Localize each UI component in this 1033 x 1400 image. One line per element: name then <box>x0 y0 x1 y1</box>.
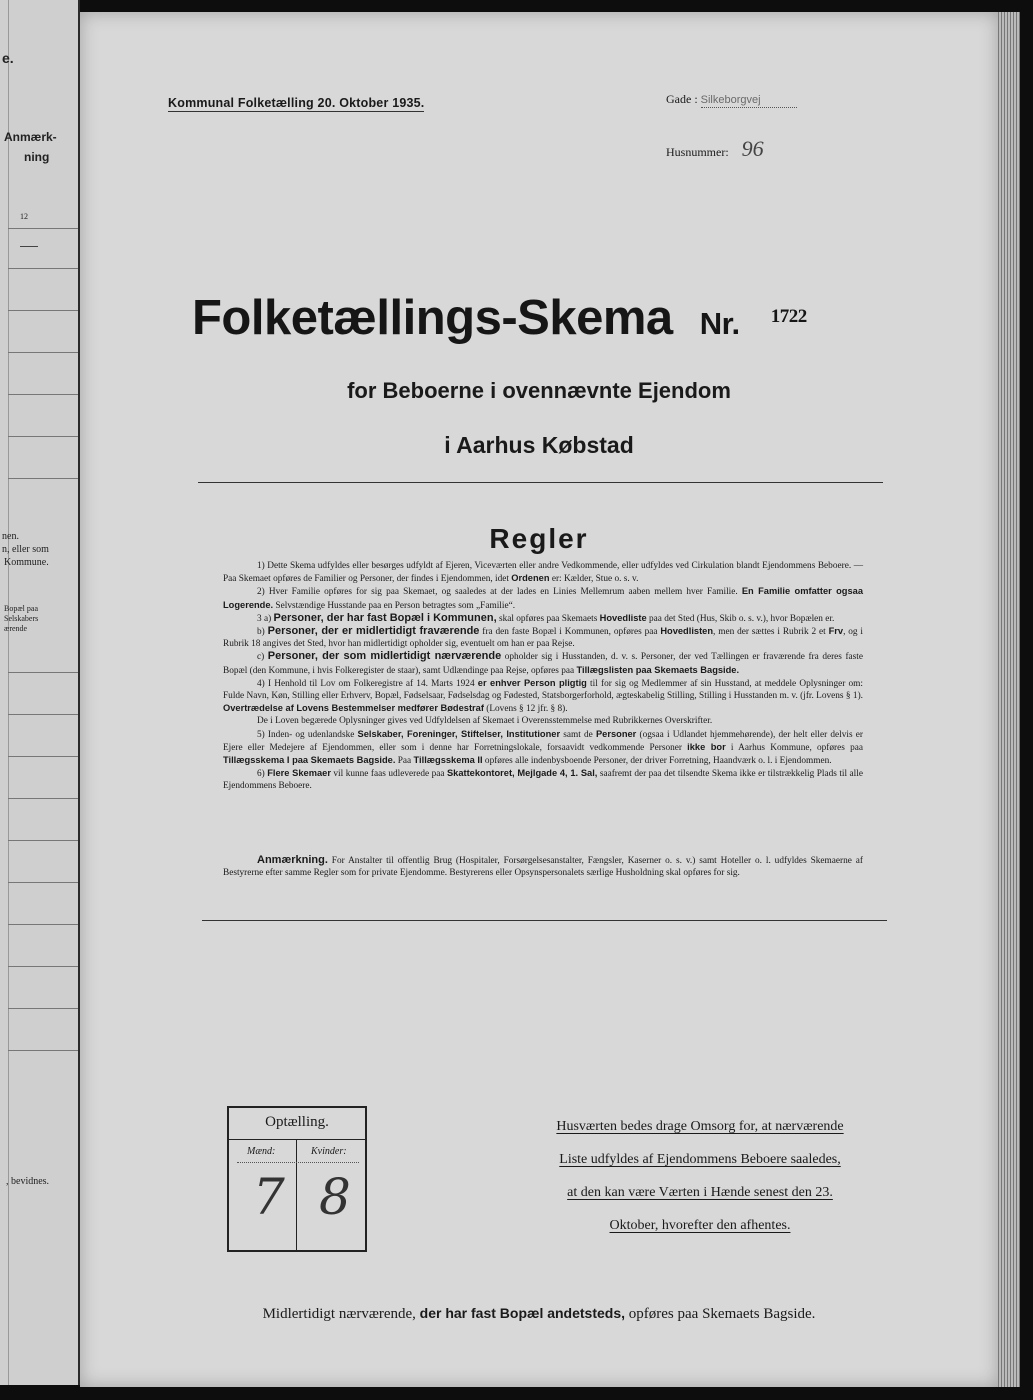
left-rule <box>8 672 78 673</box>
rule-2: 2) Hver Familie opføres for sig paa Skemaet, og saaledes at der lades en Linies Mellemrum aaben mellem hver Familie. En Familie omfatter ogsaa Logerende. Selvstændige Husstande paa en Person betragtes som „Familie“. <box>223 586 863 611</box>
notice-line-2: Liste udfyldes af Ejendommens Beboere saaledes, <box>559 1152 841 1167</box>
form-nr-label: Nr. <box>699 306 740 341</box>
left-rule <box>8 394 78 395</box>
rule-5: 5) Inden- og udenlandske Selskaber, Foreninger, Stiftelser, Institutioner samt de Personer (ogsaa i Udlandet hjemmehørende), der helt eller delvis er Ejere eller Medejere af Ejendommen, eller som i denne har Forretningslokale, forsaavidt vedkommende Personer ikke bor i Aarhus Kommune, opføres paa Tillægsskema I paa Skemaets Bagside. Paa Tillægsskema II opføres alle indenbysboende Personer, der driver Forretning, Haandværk o. l. i Ejendommen. <box>223 728 863 767</box>
left-frag-7: , bevidnes. <box>6 1176 50 1187</box>
left-rule <box>8 756 78 757</box>
women-count: 8 <box>319 1168 351 1226</box>
rules-heading: Regler <box>489 523 589 554</box>
count-box <box>227 1106 367 1252</box>
left-rule <box>8 228 78 229</box>
left-rule <box>8 310 78 311</box>
left-rule <box>8 882 78 883</box>
remark-section <box>223 854 863 879</box>
left-heading-2: ning <box>24 150 50 164</box>
rule-1: 1) Dette Skema udfyldes eller besørges udfyldt af Ejeren, Viceværten eller andre Vedkommende, eller udfyldes ved Cirkulation blandt Ejendommens Beboere. — Paa Skemaet opføres de Familier og Personer, der findes i Ejendommen, idet Ordenen er: Kælder, Stue o. s. v. <box>223 561 863 585</box>
street-field <box>666 92 797 108</box>
women-label: Kvinder: <box>311 1146 347 1157</box>
form-number: 1722 <box>770 306 807 327</box>
left-rule <box>8 714 78 715</box>
left-rule <box>8 1008 78 1009</box>
left-frag-6: ærende <box>4 624 28 633</box>
left-frag-4: Bopæl paa <box>4 604 38 613</box>
house-number-field <box>666 136 764 162</box>
rule-4: 4) I Henhold til Lov om Folkeregistre af 14. Marts 1924 er enhver Person pligtig til for sig og Medlemmer af sin Husstand, at meddele Oplysninger om: Fulde Navn, Køn, Stilling eller Erhverv, Bopæl, Fødselsaar, Fødselsdag og Fødested, Statsborgerforhold, ægteskabelig Stilling, Stilling i Husstanden m. v. (jfr. Lovens § 1). Overtrædelse af Lovens Bestemmelser medfører Bødestraf (Lovens § 12 jfr. § 8). <box>223 677 863 715</box>
left-frag-2: n, eller som <box>2 544 49 555</box>
street-label: Gade : <box>666 92 698 106</box>
form-subtitle-2: i Aarhus Købstad <box>444 432 634 458</box>
rule-3c: c) Personer, der som midlertidigt nærværende opholder sig i Husstanden, d. v. s. Personer, der ved Tællingen er fraværende fra deres faste Bopæl (den Kommune, i hvis Folkeregister de staar), samt Udlændinge paa Rejse, opføres paa Tillægslisten paa Skemaets Bagside. <box>223 650 864 676</box>
left-rule <box>8 798 78 799</box>
count-column-divider <box>296 1139 297 1250</box>
count-divider <box>229 1139 365 1140</box>
left-dash <box>20 246 38 247</box>
left-rule <box>8 840 78 841</box>
men-label: Mænd: <box>247 1146 276 1157</box>
left-rule <box>8 352 78 353</box>
left-frag-3: Kommune. <box>4 557 49 568</box>
house-number-label: Husnummer: <box>666 145 729 159</box>
left-rule <box>8 478 78 479</box>
street-value: Silkeborgvej <box>700 94 761 106</box>
landlord-notice <box>532 1110 868 1242</box>
form-subtitle-1: for Beboerne i ovennævnte Ejendom <box>347 378 731 403</box>
rule-6: 6) Flere Skemaer vil kunne faas udleverede paa Skattekontoret, Mejlgade 4, 1. Sal, saafremt der paa det tilsendte Skema ikke er tilstrækkelig Plads til alle Ejendommens Beboere. <box>223 768 863 792</box>
left-page-fragment <box>0 0 80 1385</box>
left-rule <box>8 436 78 437</box>
left-top-char: e. <box>2 50 14 66</box>
census-header: Kommunal Folketælling 20. Oktober 1935. <box>168 96 425 110</box>
page-stack-edge <box>998 12 1020 1387</box>
divider-top <box>198 482 883 483</box>
house-number-value: 96 <box>741 136 764 161</box>
left-frag-5: Selskabers <box>4 614 39 623</box>
census-form-page <box>80 12 998 1387</box>
remark-text: For Anstalter til offentlig Brug (Hospitaler, Forsørgelsesanstalter, Fængsler, Kaserner o. s. v.) samt Hoteller o. l. udfyldes Skemaerne af Bestyrerne efter samme Regler som for private Ejendomme. Bestyrerens eller Opsynspersonalets særlige Husholdning skal opføres for sig. <box>223 856 863 879</box>
left-rule <box>8 924 78 925</box>
left-heading-1: Anmærk- <box>4 130 57 144</box>
left-col-num: 12 <box>20 212 28 221</box>
men-count: 7 <box>253 1168 285 1226</box>
left-rule <box>8 966 78 967</box>
left-rule <box>8 1050 78 1051</box>
form-title <box>192 290 807 346</box>
notice-line-3: at den kan være Værten i Hænde senest den 23. <box>567 1185 833 1200</box>
count-title: Optælling. <box>265 1114 329 1130</box>
left-frag-1: nen. <box>2 531 19 542</box>
form-title-main: Folketællings-Skema <box>192 291 673 345</box>
street-underline <box>701 92 797 108</box>
divider-bottom <box>202 920 887 921</box>
rule-4-note: De i Loven begærede Oplysninger gives ved Udfyldelsen af Skemaet i Overensstemmelse med Rubrikkernes Overskrifter. <box>257 716 713 727</box>
remark-heading: Anmærkning. <box>257 854 328 866</box>
rules-text <box>223 560 863 793</box>
notice-line-1: Husværten bedes drage Omsorg for, at nærværende <box>556 1119 844 1134</box>
footer-note: Midlertidigt nærværende, der har fast Bopæl andetsteds, opføres paa Skemaets Bagside. <box>262 1305 816 1322</box>
left-rule <box>8 268 78 269</box>
rule-3b: b) Personer, der er midlertidigt fraværende fra den faste Bopæl i Kommunen, opføres paa Hovedlisten, men der sættes i Rubrik 2 et Frv, og i Rubrik 18 angives det Sted, hvor han midlertidigt opholder sig, eventuelt om han er paa Rejse. <box>223 625 863 650</box>
rule-3a: 3 a) Personer, der har fast Bopæl i Kommunen, skal opføres paa Skemaets Hovedliste paa det Sted (Hus, Skib o. s. v.), hvor Bopælen er. <box>257 611 835 624</box>
notice-line-4: Oktober, hvorefter den afhentes. <box>609 1218 791 1233</box>
count-label-rule <box>237 1162 359 1164</box>
